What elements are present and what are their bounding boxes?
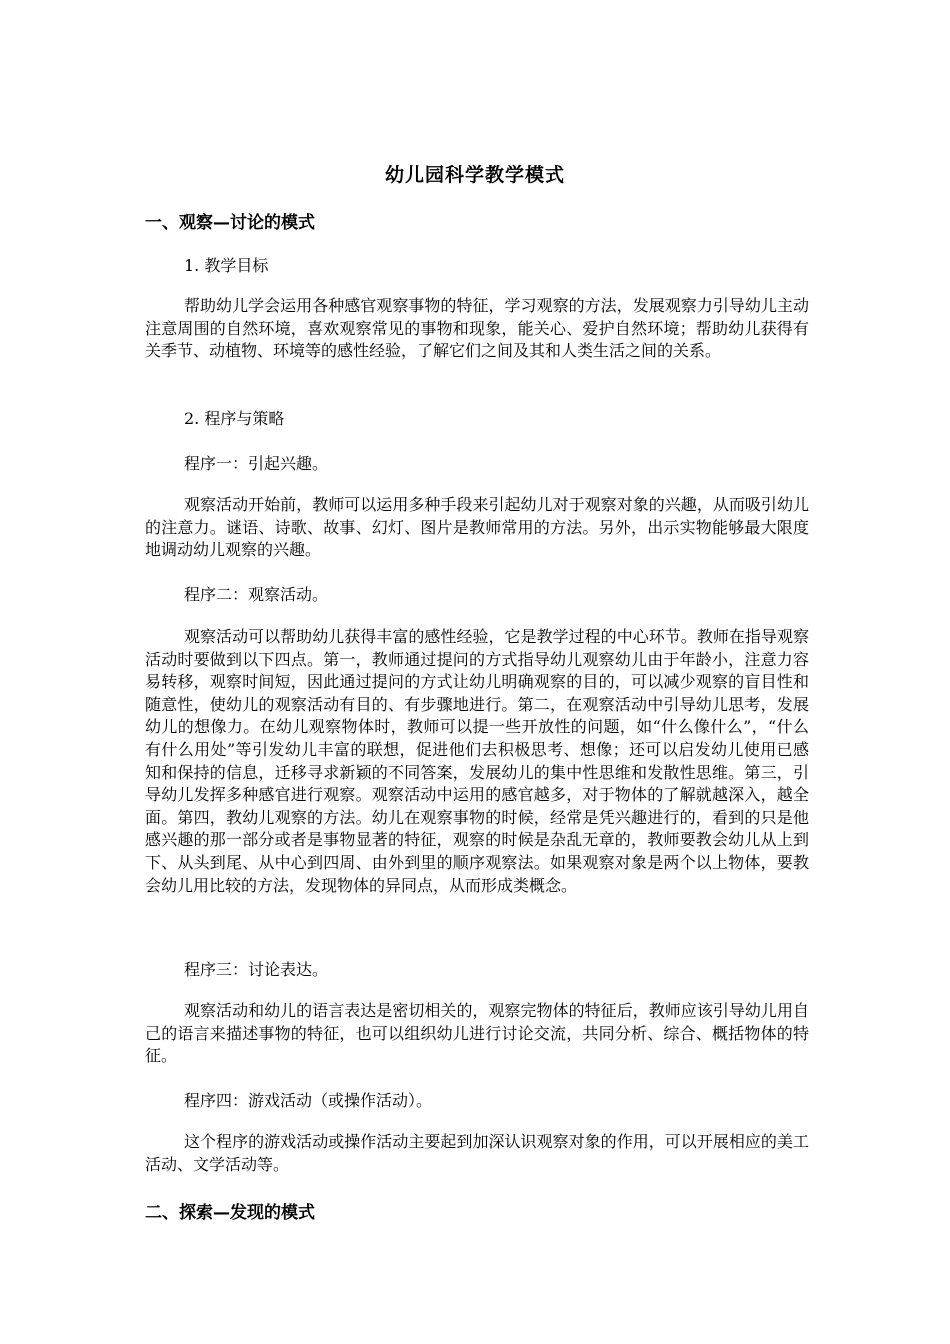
section-heading-observe-discuss: 一、观察—讨论的模式 [145, 213, 315, 233]
paragraph-step1: 观察活动开始前，教师可以运用多种手段来引起幼儿对于观察对象的兴趣，从而吸引幼儿的注意力。谜语、诗歌、故事、幻灯、图片是教师常用的方法。另外，出示实物能够最大限度地调动幼儿观察的兴趣。 [145, 495, 809, 560]
paragraph-step2: 观察活动可以帮助幼儿获得丰富的感性经验，它是教学过程的中心环节。教师在指导观察活动时要做到以下四点。第一，教师通过提问的方式指导幼儿观察幼儿由于年龄小，注意力容易转移，观察时间短，因此通过提问的方式让幼儿明确观察的目的，可以减少观察的盲目性和随意性，使幼儿的观察活动有目的、有步骤地进行。第二，在观察活动中引导幼儿思考，发展幼儿的想像力。在幼儿观察物体时，教师可以提一些开放性的问题，如“什么像什么”，“什么有什么用处”等引发幼儿丰富的联想，促进他们去积极思考、想像；还可以启发幼儿使用已感知和保持的信息，迁移寻求新颖的不同答案，发展幼儿的集中性思维和发散性思维。第三，引导幼儿发挥多种感官进行观察。观察活动中运用的感官越多，对于物体的了解就越深入，越全面。第四，教幼儿观察的方法。幼儿在观察事物的时候，经常是凭兴趣进行的，看到的只是他感兴趣的那一部分或者是事物显著的特征，观察的时候是杂乱无章的，教师要教会幼儿从上到下、从头到尾、从中心到四周、由外到里的顺序观察法。如果观察对象是两个以上物体，要教会幼儿用比较的方法，发现物体的异同点，从而形成类概念。 [145, 627, 809, 895]
paragraph-step4: 这个程序的游戏活动或操作活动主要起到加深认识观察对象的作用，可以开展相应的美工活动、文学活动等。 [145, 1132, 809, 1174]
subheading-teaching-goal: 1. 教学目标 [184, 256, 269, 275]
step1-heading: 程序一：引起兴趣。 [184, 454, 329, 473]
step3-heading: 程序三：讨论表达。 [184, 960, 329, 979]
section-heading-explore-discover: 二、探索—发现的模式 [145, 1203, 315, 1223]
step2-heading: 程序二：观察活动。 [184, 585, 329, 604]
step4-heading: 程序四：游戏活动（或操作活动）。 [184, 1091, 433, 1110]
paragraph-teaching-goal: 帮助幼儿学会运用各种感官观察事物的特征，学习观察的方法，发展观察力引导幼儿主动注意周围的自然环境，喜欢观察常见的事物和现象，能关心、爱护自然环境；帮助幼儿获得有关季节、动植物、环境等的感性经验，了解它们之间及其和人类生活之间的关系。 [145, 296, 809, 361]
page-title: 幼儿园科学教学模式 [384, 164, 565, 186]
subheading-procedure: 2. 程序与策略 [184, 409, 285, 428]
paragraph-step3: 观察活动和幼儿的语言表达是密切相关的，观察完物体的特征后，教师应该引导幼儿用自己的语言来描述事物的特征，也可以组织幼儿进行讨论交流，共同分析、综合、概括物体的特征。 [145, 1001, 809, 1066]
